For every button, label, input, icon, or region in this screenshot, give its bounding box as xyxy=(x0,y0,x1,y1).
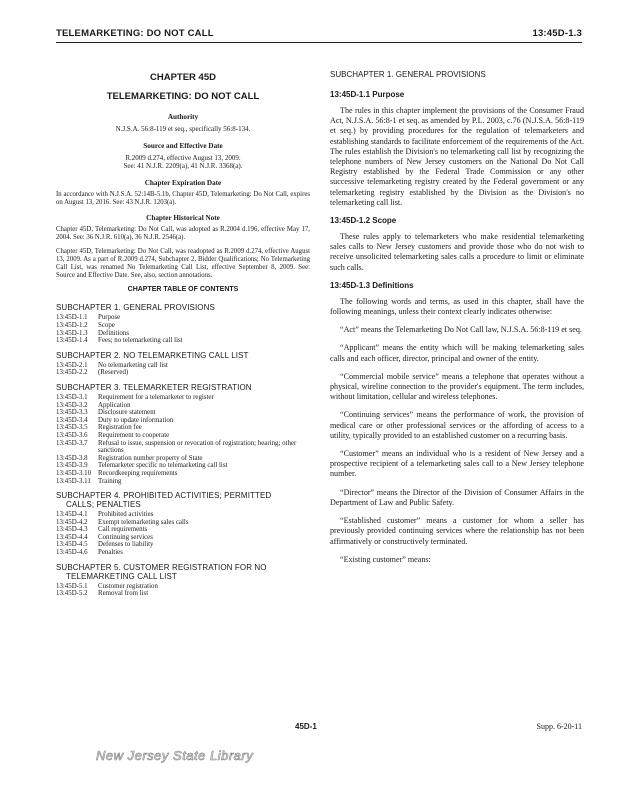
toc-entry xyxy=(56,519,310,527)
toc-section-number: 13:45D-3.7 xyxy=(56,439,88,447)
header-title: TELEMARKETING: DO NOT CALL xyxy=(56,28,214,39)
toc-entry xyxy=(56,337,310,345)
definition-paragraph: “Applicant” means the entity which will be making telemarketing sales calls and each officer, director, principal and owner of the entity. xyxy=(330,343,584,363)
toc-section-number: 13:45D-4.5 xyxy=(56,541,88,549)
toc-section-title: Duty to update information xyxy=(98,416,174,424)
definition-paragraph: “Continuing services” means the performance of work, the provision of medical care or other professional services or the affording of access to a utility, typically provided to an established customer on a recurring basis. xyxy=(330,410,584,440)
toc-entry xyxy=(56,590,310,598)
chapter-number: CHAPTER 45D xyxy=(150,72,216,83)
toc-section-title: Requirement to cooperate xyxy=(98,431,170,439)
toc-entry xyxy=(56,417,310,425)
toc-entry xyxy=(56,541,310,549)
toc-entry xyxy=(56,394,310,402)
toc-section-number: 13:45D-2.2 xyxy=(56,369,88,377)
toc-subchapter-title xyxy=(56,563,310,581)
toc-entry xyxy=(56,583,310,591)
toc-section-number: 13:45D-4.3 xyxy=(56,526,88,534)
toc-section-title: Fees; no telemarketing call list xyxy=(98,337,183,345)
toc-section-title: Continuing services xyxy=(98,533,153,541)
toc-section-title: Disclosure statement xyxy=(98,409,156,417)
toc-entry xyxy=(56,369,310,377)
toc-entry xyxy=(56,432,310,440)
toc-entry xyxy=(56,362,310,370)
toc-subchapter-title xyxy=(56,351,310,360)
toc-section-title: Registration fee xyxy=(98,424,142,432)
toc-entry xyxy=(56,402,310,410)
toc-heading: CHAPTER TABLE OF CONTENTS xyxy=(127,286,239,294)
toc-section-list xyxy=(56,314,310,344)
toc-section-number: 13:45D-3.8 xyxy=(56,454,88,462)
toc-entry xyxy=(56,440,310,455)
toc-entry xyxy=(56,462,310,470)
definitions xyxy=(330,297,584,565)
source-line: See: 41 N.J.R. 2209(a), 41 N.J.R. 3368(a). xyxy=(123,162,243,171)
definition-paragraph: “Director” means the Director of the Division of Consumer Affairs in the Department of Law and Public Safety. xyxy=(330,487,584,507)
toc-section-number: 13:45D-5.1 xyxy=(56,582,88,590)
toc-section-title: Requirement for a telemarketer to register xyxy=(98,393,214,401)
toc-section-number: 13:45D-2.1 xyxy=(56,361,88,369)
right-column xyxy=(330,70,584,573)
toc-subchapter-label: SUBCHAPTER 1. GENERAL PROVISIONS xyxy=(56,303,215,313)
source-text xyxy=(56,154,310,171)
toc-section-title: No telemarketing call list xyxy=(98,361,168,369)
toc-section-title: Call requirements xyxy=(98,526,148,534)
toc-section-number: 13:45D-3.3 xyxy=(56,409,88,417)
toc-section-title: Defenses to liability xyxy=(98,541,154,549)
purpose-paragraph: The rules in this chapter implement the provisions of the Consumer Fraud Act, N.J.S.A. 56:8-1 et seq. as amended by P.L. 2003, c.76 (N.J.S.A. 56:8-119 et seq.) by providing procedures for the regulation of telemarketers and establishing standards to facilitate enforcement of the requirements of the Act. The rules establish the Division's no telemarketing call list by recognizing the telephone numbers of New Jersey customers on the National Do Not Call Registry established by the Federal Trade Commission or any other successive telemarketing registry created by the Federal government or any telemarketing registry established by the Division as the Division's no telemarketing call list. xyxy=(330,106,584,207)
toc-section-number: 13:45D-3.5 xyxy=(56,424,88,432)
definition-paragraph: “Customer” means an individual who is a resident of New Jersey and a prospective recipient of a telemarketing sales call to a New Jersey telephone number. xyxy=(330,449,584,479)
toc-subchapter-label: SUBCHAPTER 5. CUSTOMER REGISTRATION FOR NO xyxy=(56,562,267,572)
toc-entry xyxy=(56,330,310,338)
toc-section-number: 13:45D-1.2 xyxy=(56,322,88,329)
toc-section-number: 13:45D-4.4 xyxy=(56,533,88,541)
historical-heading: Chapter Historical Note xyxy=(146,214,220,223)
toc-section-title: Refusal to issue, suspension or revocation of registration; hearing; other sanctions xyxy=(98,439,297,455)
toc-section-number: 13:45D-4.2 xyxy=(56,518,88,526)
toc-subchapter-title xyxy=(56,491,310,509)
toc-entry xyxy=(56,322,310,330)
toc-section-list xyxy=(56,511,310,557)
definition-paragraph: “Commercial mobile service” means a telephone that operates without a physical, wireline connection to the provider's equipment. The term includes, without limitation, cellular and wireless telephones. xyxy=(330,371,584,402)
header-section-number: 13:45D-1.3 xyxy=(532,28,582,39)
definition-paragraph: “Established customer” means a customer for whom a seller has previously provided continuing services where the relationship has not been affirmatively or constructively terminated. xyxy=(330,516,584,546)
chapter-title: TELEMARKETING: DO NOT CALL xyxy=(106,91,260,102)
toc-section-list xyxy=(56,394,310,485)
toc-entry xyxy=(56,470,310,478)
supplement-date: Supp. 6-20-11 xyxy=(536,722,582,731)
toc-section-title: Recordkeeping requirements xyxy=(98,469,178,477)
authority-text: N.J.S.A. 56:8-119 et seq., specifically 56:8-134. xyxy=(115,125,251,133)
toc-section-title: Penalties xyxy=(98,549,123,557)
toc-subchapter-label-cont: CALLS; PENALTIES xyxy=(66,500,141,510)
expiration-text: In accordance with N.J.S.A. 52:14B-5.1b, Chapter 45D, Telemarketing: Do Not Call, expires on August 13, 2016. See: 43 N.J.R. 1203(a). xyxy=(56,190,310,206)
toc-entry xyxy=(56,478,310,486)
table-of-contents xyxy=(56,303,310,597)
toc-section-title: Training xyxy=(98,477,122,485)
toc-entry xyxy=(56,314,310,322)
toc-section-title: Telemarketer specific no telemarketing call list xyxy=(98,462,228,470)
toc-section-number: 13:45D-3.6 xyxy=(56,431,88,439)
source-heading: Source and Effective Date xyxy=(143,141,223,150)
toc-section-title: Prohibited activities xyxy=(98,511,154,519)
page-number: 45D-1 xyxy=(295,722,317,731)
expiration-heading: Chapter Expiration Date xyxy=(144,178,222,187)
toc-entry xyxy=(56,549,310,557)
toc-section-title: Registration number property of State xyxy=(98,454,203,462)
historical-note: Chapter 45D, Telemarketing: Do Not Call, was readopted as R.2009 d.274, effective August 13, 2009. As a part of R.2009 d.274, Subchapter 2, Bidder Qualifications; No Telemarketing Call List, was renamed No Telemarketing Call List, effective September 8, 2009. See: Source and Effective Date. See, also, section annotations. xyxy=(56,247,310,280)
toc-section-number: 13:45D-1.3 xyxy=(56,329,88,337)
library-watermark: New Jersey State Library xyxy=(96,748,254,763)
definition-paragraph: The following words and terms, as used in this chapter, shall have the following meanings, unless their context clearly indicates otherwise: xyxy=(330,296,584,317)
toc-section-title: Scope xyxy=(98,322,115,329)
toc-subchapter-label: SUBCHAPTER 3. TELEMARKETER REGISTRATION xyxy=(56,382,252,392)
toc-section-list xyxy=(56,362,310,377)
toc-entry xyxy=(56,534,310,542)
toc-section-number: 13:45D-3.2 xyxy=(56,401,88,409)
running-header xyxy=(56,26,582,43)
subchapter-heading: SUBCHAPTER 1. GENERAL PROVISIONS xyxy=(330,70,486,79)
toc-section-number: 13:45D-4.1 xyxy=(56,511,88,519)
toc-section-number: 13:45D-1.4 xyxy=(56,337,88,345)
toc-section-title: Purpose xyxy=(98,314,121,322)
toc-entry xyxy=(56,424,310,432)
toc-subchapter-label: SUBCHAPTER 2. NO TELEMARKETING CALL LIST xyxy=(56,350,249,360)
toc-subchapter-title xyxy=(56,303,310,312)
toc-section-number: 13:45D-3.1 xyxy=(56,393,88,401)
definition-paragraph: “Existing customer” means: xyxy=(340,554,431,564)
left-column xyxy=(56,70,310,601)
toc-subchapter-title xyxy=(56,383,310,392)
toc-section-number: 13:45D-3.11 xyxy=(56,477,91,485)
toc-section-title: Removal from list xyxy=(98,590,149,598)
toc-entry xyxy=(56,455,310,463)
toc-section-title: Exempt telemarketing sales calls xyxy=(98,518,189,526)
toc-section-title: (Reserved) xyxy=(98,369,129,377)
toc-entry xyxy=(56,526,310,534)
toc-subchapter-label-cont: TELEMARKETING CALL LIST xyxy=(66,571,177,581)
toc-section-title: Application xyxy=(98,401,131,409)
toc-section-list xyxy=(56,583,310,598)
section-heading-scope: 13:45D-1.2 Scope xyxy=(330,216,397,226)
toc-section-number: 13:45D-4.6 xyxy=(56,549,88,557)
toc-section-title: Customer registration xyxy=(98,582,158,590)
toc-section-title: Definitions xyxy=(98,329,130,337)
toc-section-number: 13:45D-3.4 xyxy=(56,416,88,424)
section-heading-purpose: 13:45D-1.1 Purpose xyxy=(330,90,405,99)
scope-paragraph: These rules apply to telemarketers who make residential telemarketing sales calls to New Jersey customers and provide those who do not wish to receive unsolicited telemarketing sales calls a procedure to limit or eliminate such calls. xyxy=(330,232,584,272)
historical-note: Chapter 45D, Telemarketing: Do Not Call, was adopted as R.2004 d.196, effective May 17, 2004. See: 36 N.J.R. 610(a), 36 N.J.R. 2546(a). xyxy=(56,226,310,242)
toc-entry xyxy=(56,511,310,519)
authority-heading: Authority xyxy=(167,113,199,121)
toc-subchapter-label: SUBCHAPTER 4. PROHIBITED ACTIVITIES; PERMITTED xyxy=(56,491,272,501)
toc-section-number: 13:45D-3.9 xyxy=(56,462,88,470)
source-line: R.2009 d.274, effective August 13, 2009. xyxy=(125,153,241,162)
toc-section-number: 13:45D-5.2 xyxy=(56,590,88,598)
toc-section-number: 13:45D-3.10 xyxy=(56,469,92,477)
toc-section-number: 13:45D-1.1 xyxy=(56,314,88,322)
toc-entry xyxy=(56,409,310,417)
definition-paragraph: “Act” means the Telemarketing Do Not Call law, N.J.S.A. 56:8-119 et seq. xyxy=(340,325,582,335)
section-heading-definitions: 13:45D-1.3 Definitions xyxy=(330,280,414,290)
